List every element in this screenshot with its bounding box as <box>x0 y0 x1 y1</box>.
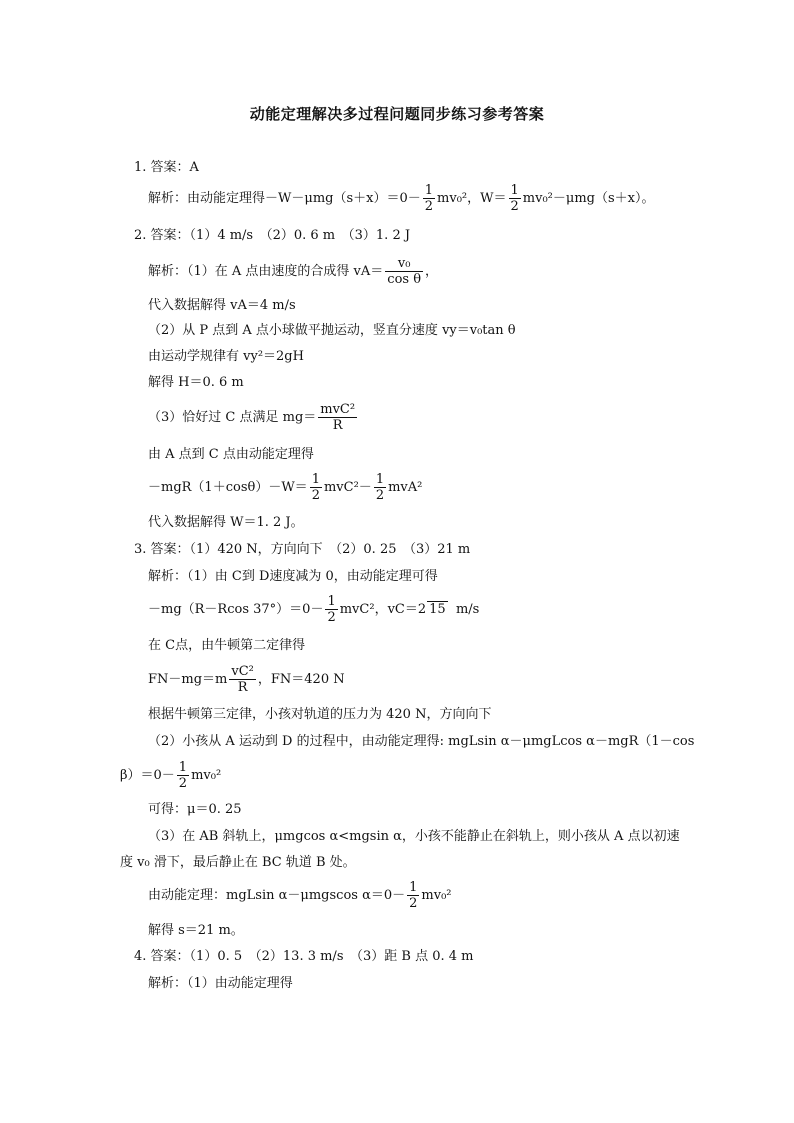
q2-line-9: 代入数据解得 W＝1. 2 J。 <box>148 515 304 530</box>
q3-l7-a: β）＝0－ <box>120 768 175 783</box>
q1-analysis-label: 解析：由动能定理得 <box>148 191 266 206</box>
q2-answer-line <box>134 226 410 246</box>
q3-sqrt: 15 <box>429 602 446 617</box>
q3-l11-a: 由动能定理：mgLsin α－μmgscos α＝0－ <box>148 888 406 903</box>
q3-fraction-half-3: $\frac{1}{2}$ <box>409 880 418 911</box>
q3-line-3: 在 C点，由牛顿第二定律得 <box>148 638 306 653</box>
q2-line-2: 代入数据解得 vA＝4 m/s <box>148 298 296 313</box>
q4-answer: 答案：（1）0. 5 （2）13. 3 m/s （3）距 B 点 0. 4 m <box>150 949 474 964</box>
q2-answer: 答案：（1）4 m/s （2）0. 6 m （3）1. 2 J <box>150 228 411 243</box>
q3-line-6: （2）小孩从 A 运动到 D 的过程中，由动能定理得: mgLsin α－μmgLcos α－mgR（1－cos <box>148 734 695 749</box>
q2-line-3: （2）从 P 点到 A 点小球做平抛运动，竖直分速度 vy＝v₀tan θ <box>148 323 516 338</box>
q3-l4-a: FN－mg＝m <box>148 672 228 687</box>
q2-line-4: 由运动学规律有 vy²＝2gH <box>148 349 304 364</box>
q2-line-7: 由 A 点到 C 点由动能定理得 <box>148 447 314 462</box>
q3-l7-b: mv₀² <box>191 768 222 783</box>
q2-line-8 <box>148 472 422 503</box>
q3-l2-a: －mg（R－Rcos 37°）＝0－ <box>148 602 324 617</box>
q3-l2-c: m/s <box>455 602 480 617</box>
q3-l4-b: ，FN＝420 N <box>257 672 345 687</box>
q3-line-7 <box>120 760 221 791</box>
q4-number: 4. <box>134 949 147 964</box>
q3-line-11 <box>148 880 452 911</box>
q2-l1-tail: ， <box>425 264 439 279</box>
q3-l11-b: mv₀² <box>421 888 452 903</box>
q1-eq-part2: mv₀²，W＝ <box>437 191 507 206</box>
q2-line-5: 解得 H＝0. 6 m <box>148 375 244 390</box>
q2-fraction-mg: $\frac{\text{mvC²}}{R}$ <box>320 402 356 433</box>
q1-answer-line <box>134 158 199 178</box>
q1-fraction-1: $\frac{1}{2}$ <box>424 183 434 214</box>
q1-eq-part1: －W－μmg（s＋x）＝0－ <box>265 191 421 206</box>
q3-l2-b: mvC²，vC＝2 <box>339 602 427 617</box>
q1-analysis-line <box>148 183 654 214</box>
page-title: 动能定理解决多过程问题同步练习参考答案 <box>249 105 545 123</box>
q2-l8-b: mvC²－ <box>323 480 372 495</box>
q3-line-5: 根据牛顿第三定律，小孩对轨道的压力为 420 N，方向向下 <box>148 707 492 722</box>
q3-line-2 <box>148 594 479 625</box>
q3-fraction-half-2: $\frac{1}{2}$ <box>178 760 188 791</box>
q3-line-4 <box>148 664 345 695</box>
q2-l6-text: （3）恰好过 C 点满足 mg＝ <box>148 410 317 425</box>
q1-eq-part3: mv₀²－μmg（s＋x）。 <box>522 191 655 206</box>
q2-l8-c: mvA² <box>388 480 423 495</box>
q4-line-1: 解析：（1）由动能定理得 <box>148 976 293 991</box>
q3-line-12: 解得 s＝21 m。 <box>148 923 244 938</box>
q2-fraction-va: $\frac{\text{v₀}}{\text{cos θ}}$ <box>387 256 422 287</box>
q3-line-10: 度 v₀ 滑下，最后静止在 BC 轨道 B 处。 <box>120 855 356 870</box>
q1-number: 1. <box>134 160 147 175</box>
q3-answer-line <box>134 540 470 560</box>
q3-line-9: （3）在 AB 斜轨上，μmgcos α<mgsin α，小孩不能静止在斜轨上，则小孩从 A 点以初速 <box>148 829 680 844</box>
q3-line-8: 可得：μ＝0. 25 <box>148 802 242 817</box>
q2-line-1 <box>148 256 438 287</box>
q2-number: 2. <box>134 228 147 243</box>
q3-number: 3. <box>134 542 147 557</box>
q3-answer: 答案：（1）420 N，方向向下 （2）0. 25 （3）21 m <box>150 542 471 557</box>
q3-fraction-vc: $\frac{\text{vC²}}{R}$ <box>231 664 254 695</box>
q2-l1-text: 解析：（1）在 A 点由速度的合成得 vA＝ <box>148 264 384 279</box>
q3-line-1: 解析：（1）由 C到 D速度减为 0，由动能定理可得 <box>148 569 438 584</box>
q2-l8-a: －mgR（1＋cosθ）－W＝ <box>148 480 308 495</box>
q2-fraction-half-2: $\frac{1}{2}$ <box>375 472 385 503</box>
q2-fraction-half-1: $\frac{1}{2}$ <box>311 472 320 503</box>
q4-answer-line <box>134 947 473 967</box>
q3-fraction-half-1: $\frac{1}{2}$ <box>327 594 336 625</box>
q2-line-6 <box>148 402 359 433</box>
q1-answer: 答案：A <box>150 160 199 175</box>
q1-fraction-2: $\frac{1}{2}$ <box>510 183 519 214</box>
